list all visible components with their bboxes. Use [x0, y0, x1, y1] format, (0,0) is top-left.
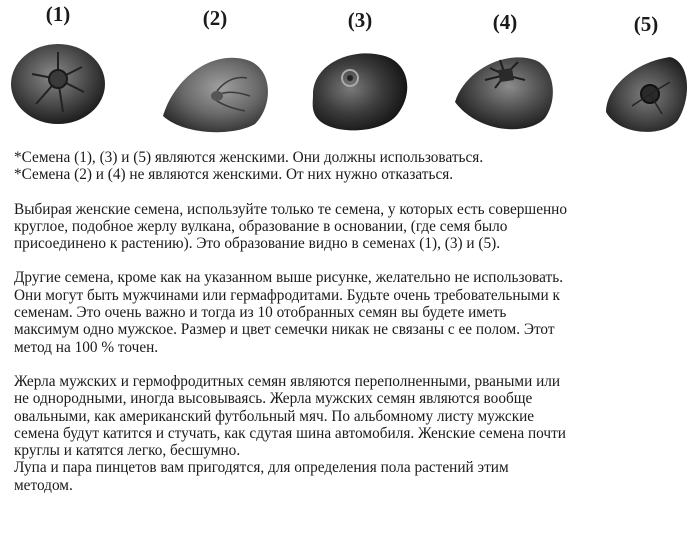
- seed-4: [450, 0, 560, 140]
- seed-1: [8, 0, 108, 140]
- article-text: [14, 149, 692, 494]
- paragraph-3-line: семена будут катится и стучать, как сдутая шина автомобиля. Женские семена почти: [14, 424, 566, 442]
- note-line: *Семена (1), (3) и (5) являются женскими. Они должны использоваться.: [14, 149, 484, 166]
- seed-2-image: [155, 36, 275, 136]
- paragraph-1-line: присоединено к растению). Это образование видно в семенах (1), (3) и (5).: [14, 235, 501, 253]
- paragraph-2-line: Они могут быть мужчинами или гермафродитами. Будьте очень требовательными к: [14, 286, 560, 304]
- paragraph-2-line: Другие семена, кроме как на указанном выше рисунке, желательно не использовать.: [14, 269, 564, 287]
- seed-1-image: [8, 34, 108, 134]
- seed-label: (3): [347, 8, 373, 32]
- seed-3-image: [305, 40, 415, 140]
- paragraph-3-line: Лупа и пара пинцетов вам пригодятся, для определения пола растений этим: [14, 459, 509, 477]
- seed-label: (2): [202, 6, 228, 30]
- seed-3: [305, 0, 415, 140]
- seed-5: [600, 0, 692, 140]
- seed-label: (5): [633, 12, 659, 36]
- paragraph-3-line: не однородными, иногда высовываясь. Жерла мужских семян являются вообще: [14, 390, 533, 408]
- paragraph-3-line: круглы и катятся легко, бесшумно.: [14, 442, 241, 460]
- paragraph-1-line: круглое, подобное жерлу вулкана, образование в основании, (где семя было: [14, 217, 508, 235]
- seed-2: [155, 0, 275, 140]
- paragraph-3-line: Жерла мужских и гермофродитных семян являются переполненными, рваными или: [14, 372, 561, 390]
- paragraph-1-line: Выбирая женские семена, используйте только те семена, у которых есть совершенно: [14, 200, 568, 218]
- paragraph-3-line: методом.: [14, 476, 73, 494]
- paragraph-2-line: семенам. Это очень важно и тогда из 10 отобранных семян вы будете иметь: [14, 304, 507, 322]
- seed-label: (4): [492, 10, 518, 34]
- paragraph-2-line: максимум одно мужское. Размер и цвет семечки никак не связаны с ее полом. Этот: [14, 321, 555, 339]
- seed-figure: [0, 0, 696, 140]
- seed-label: (1): [45, 2, 71, 26]
- note-line: *Семена (2) и (4) не являются женскими. От них нужно отказаться.: [14, 166, 454, 184]
- paragraph-3-line: овальными, как американский футбольный мяч. По альбомному листу мужские: [14, 407, 535, 425]
- seed-4-image: [450, 40, 560, 140]
- seed-5-image: [600, 42, 692, 142]
- paragraph-2-line: метод на 100 % точен.: [14, 338, 159, 356]
